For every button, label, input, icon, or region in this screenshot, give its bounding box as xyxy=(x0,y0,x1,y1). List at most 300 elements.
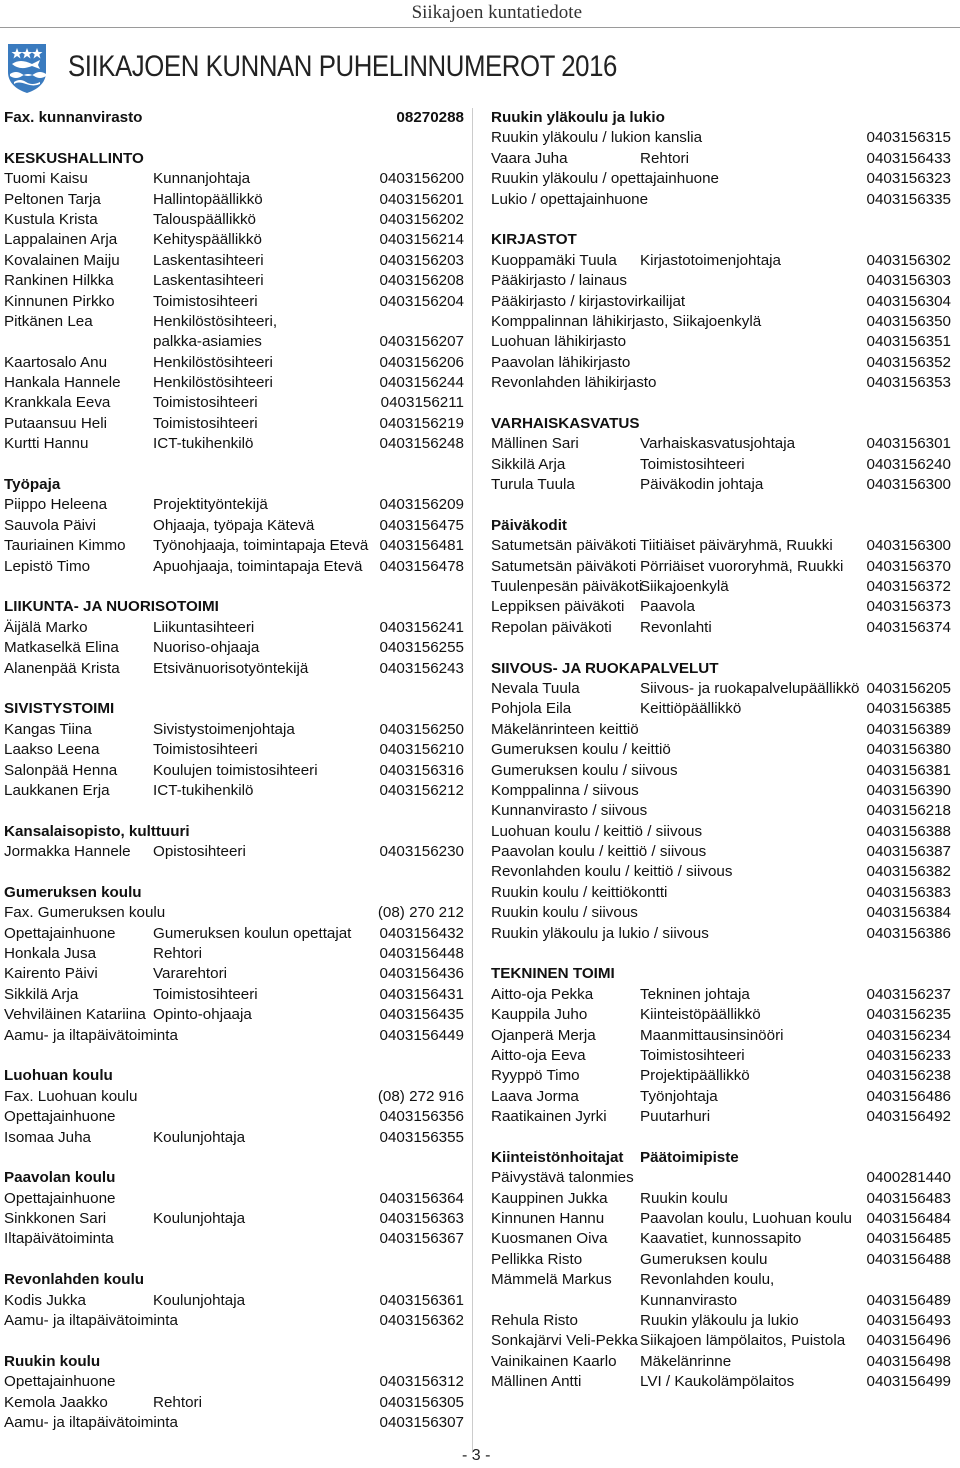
directory-row xyxy=(491,128,951,148)
phone-number: 0403156486 xyxy=(866,1087,951,1105)
phone-number: 0403156211 xyxy=(380,394,464,412)
phone-number: 0403156382 xyxy=(866,863,951,881)
entry-role: Etsivänuorisotyöntekijä xyxy=(153,659,309,677)
directory-row xyxy=(4,638,464,658)
entry-name: Fax. Luohuan koulu xyxy=(4,1087,138,1105)
directory-row xyxy=(4,985,464,1005)
phone-number: 0403156214 xyxy=(379,231,464,249)
entry-name: Rankinen Hilkka xyxy=(4,272,114,290)
entry-name: Komppalinnan lähikirjasto, Siikajoenkylä xyxy=(491,312,762,330)
phone-number: 0403156364 xyxy=(379,1189,464,1207)
entry-role: Puutarhuri xyxy=(640,1108,711,1126)
directory-row xyxy=(491,1372,951,1392)
entry-name: Tuulenpesän päiväkoti xyxy=(491,577,643,595)
phone-number: 0403156390 xyxy=(866,781,951,799)
phone-number: 0403156488 xyxy=(866,1250,951,1268)
directory-row xyxy=(4,1128,464,1148)
directory-row xyxy=(4,1209,464,1229)
entry-role: Henkilöstösihteeri xyxy=(153,353,273,371)
phone-number: 0403156315 xyxy=(866,129,951,147)
entry-role: Toimistosihteeri xyxy=(153,394,258,412)
section-heading xyxy=(491,414,951,434)
entry-name: Lukio / opettajainhuone xyxy=(491,190,649,208)
section-heading xyxy=(491,516,951,536)
section-heading xyxy=(4,699,464,719)
phone-number: 0403156316 xyxy=(379,761,464,779)
directory-row xyxy=(491,251,951,271)
phone-number: 0403156489 xyxy=(866,1291,951,1309)
entry-role: Hallintopäällikkö xyxy=(153,190,263,208)
directory-row xyxy=(491,985,951,1005)
entry-name: Piippo Heleena xyxy=(4,496,108,514)
entry-name: Kauppila Juho xyxy=(491,1006,588,1024)
directory-row xyxy=(491,557,951,577)
phone-number: 0403156248 xyxy=(379,435,464,453)
entry-name: Tauriainen Kimmo xyxy=(4,537,126,555)
entry-name: Luohuan koulu / keittiö / siivous xyxy=(491,822,703,840)
entry-name: Gumeruksen koulu xyxy=(4,883,142,901)
entry-name: Kuosmanen Oiva xyxy=(491,1230,608,1248)
entry-name: Ruukin koulu / keittiökontti xyxy=(491,883,668,901)
section-heading xyxy=(4,822,464,842)
phone-number: 0403156481 xyxy=(379,537,464,555)
entry-role: Maanmittausinsinööri xyxy=(640,1026,784,1044)
entry-role: Siikajoenkylä xyxy=(640,577,729,595)
phone-number: 0403156493 xyxy=(866,1312,951,1330)
entry-name: Laukkanen Erja xyxy=(4,781,110,799)
directory-row xyxy=(4,271,464,291)
entry-name: Luohuan lähikirjasto xyxy=(491,333,627,351)
entry-name: Kunnanvirasto / siivous xyxy=(491,802,648,820)
phone-number: 0403156240 xyxy=(866,455,951,473)
directory-row xyxy=(491,1107,951,1127)
entry-name: Lepistö Timo xyxy=(4,557,91,575)
entry-role: Kehityspäällikkö xyxy=(153,231,262,249)
section-heading xyxy=(4,883,464,903)
entry-name: Sikkilä Arja xyxy=(4,985,79,1003)
entry-name: Opettajainhuone xyxy=(4,1373,116,1391)
phone-number: 0403156499 xyxy=(866,1373,951,1391)
directory-row xyxy=(4,393,464,413)
phone-number: 0403156362 xyxy=(379,1312,464,1330)
directory-row xyxy=(4,1026,464,1046)
phone-number: 0403156243 xyxy=(379,659,464,677)
phone-number: 0403156361 xyxy=(379,1291,464,1309)
column-divider xyxy=(472,108,473,1453)
directory-row xyxy=(4,169,464,189)
directory-row xyxy=(4,1005,464,1025)
phone-number: 0403156449 xyxy=(379,1026,464,1044)
directory-row xyxy=(491,801,951,821)
entry-name: Leppiksen päiväkoti xyxy=(491,598,625,616)
section-heading xyxy=(491,964,951,984)
phone-number: 0403156363 xyxy=(379,1210,464,1228)
spacer xyxy=(4,1046,464,1066)
entry-role: Siivous- ja ruokapalvelupäällikkö xyxy=(640,679,860,697)
phone-number: 0403156448 xyxy=(379,945,464,963)
directory-row xyxy=(491,618,951,638)
directory-row xyxy=(491,597,951,617)
entry-name: Sonkajärvi Veli-Pekka xyxy=(491,1332,638,1350)
phone-number: 0403156212 xyxy=(379,781,464,799)
entry-name: Hankala Hannele xyxy=(4,374,121,392)
directory-row xyxy=(4,761,464,781)
phone-number: 0403156305 xyxy=(379,1393,464,1411)
phone-number: 0403156492 xyxy=(866,1108,951,1126)
entry-role: Ohjaaja, työpaja Kätevä xyxy=(153,516,315,534)
entry-role: Keittiöpäällikkö xyxy=(640,700,742,718)
entry-role: Koulunjohtaja xyxy=(153,1210,246,1228)
phone-number: (08) 270 212 xyxy=(377,904,464,922)
municipal-crest-icon xyxy=(6,42,48,94)
spacer xyxy=(4,801,464,821)
phone-number: 0403156230 xyxy=(379,843,464,861)
entry-name: Gumeruksen koulu / siivous xyxy=(491,761,678,779)
entry-name: Työpaja xyxy=(4,476,61,494)
directory-row xyxy=(491,699,951,719)
entry-role: palkka-asiamies xyxy=(153,333,262,351)
phone-number: 0403156436 xyxy=(379,965,464,983)
phone-number: (08) 272 916 xyxy=(377,1087,464,1105)
entry-role: Henkilöstösihteeri, xyxy=(153,312,278,330)
entry-name: Kemola Jaakko xyxy=(4,1393,108,1411)
entry-name: Mäkelänrinteen keittiö xyxy=(491,720,639,738)
entry-name: Fax. Gumeruksen koulu xyxy=(4,904,166,922)
entry-role: Tiitiäiset päiväryhmä, Ruukki xyxy=(640,537,833,555)
directory-row xyxy=(4,1087,464,1107)
entry-role: Nuoriso-ohjaaja xyxy=(153,639,260,657)
directory-row xyxy=(491,903,951,923)
entry-role: Revonlahden koulu, xyxy=(640,1271,775,1289)
phone-number: 0403156233 xyxy=(866,1046,951,1064)
directory-row xyxy=(4,1189,464,1209)
entry-role: Sivistystoimenjohtaja xyxy=(153,720,295,738)
entry-name: Pääkirjasto / kirjastovirkailijat xyxy=(491,292,686,310)
directory-row xyxy=(4,618,464,638)
phone-number: 0403156483 xyxy=(866,1189,951,1207)
entry-name: Revonlahden koulu xyxy=(4,1271,145,1289)
phone-number: 0403156202 xyxy=(379,210,464,228)
entry-role: Paavola xyxy=(640,598,695,616)
directory-row xyxy=(4,434,464,454)
entry-name: KIRJASTOT xyxy=(491,231,577,249)
phone-number: 0403156241 xyxy=(379,618,464,636)
entry-role: Rehtori xyxy=(640,149,689,167)
entry-name: Päiväkodit xyxy=(491,516,567,534)
directory-row xyxy=(4,414,464,434)
spacer xyxy=(491,944,951,964)
section-heading xyxy=(491,108,951,128)
entry-name: Aamu- ja iltapäivätoiminta xyxy=(4,1312,178,1330)
entry-name: Kovalainen Maiju xyxy=(4,251,120,269)
directory-row xyxy=(4,720,464,740)
phone-number: 0403156498 xyxy=(866,1352,951,1370)
entry-name: SIVISTYSTOIMI xyxy=(4,700,115,718)
section-heading xyxy=(4,108,464,128)
entry-role: Toimistosihteeri xyxy=(640,455,745,473)
phone-number: 0403156433 xyxy=(866,149,951,167)
section-heading xyxy=(491,1148,951,1168)
right-column xyxy=(491,108,951,1393)
phone-number: 08270288 xyxy=(396,109,464,126)
phone-number: 0403156384 xyxy=(866,904,951,922)
phone-number: 0403156323 xyxy=(866,170,951,188)
entry-role: Kunnanjohtaja xyxy=(153,170,251,188)
directory-row xyxy=(491,1311,951,1331)
directory-row xyxy=(4,1311,464,1331)
phone-number: 0403156204 xyxy=(379,292,464,310)
phone-number: 0403156351 xyxy=(866,333,951,351)
phone-number: 0403156372 xyxy=(866,577,951,595)
entry-name: Ojanperä Merja xyxy=(491,1026,596,1044)
entry-role: ICT-tukihenkilö xyxy=(153,781,254,799)
entry-role: Toimistosihteeri xyxy=(640,1046,745,1064)
phone-number: 0403156386 xyxy=(866,924,951,942)
entry-name: Krankkala Eeva xyxy=(4,394,111,412)
entry-name: Ruukin yläkoulu / opettajainhuone xyxy=(491,170,719,188)
entry-name: Ruukin yläkoulu ja lukio xyxy=(491,109,665,126)
section-heading xyxy=(4,1352,464,1372)
directory-row xyxy=(491,1331,951,1351)
entry-name: Satumetsän päiväkoti xyxy=(491,557,637,575)
phone-number: 0403156218 xyxy=(866,802,951,820)
directory-row xyxy=(491,1291,951,1311)
phone-number: 0403156201 xyxy=(379,190,464,208)
entry-role: Työnjohtaja xyxy=(640,1087,718,1105)
phone-number: 0403156475 xyxy=(379,516,464,534)
entry-role: Koulujen toimistosihteeri xyxy=(153,761,318,779)
entry-role: Varhaiskasvatusjohtaja xyxy=(640,435,796,453)
entry-name: Tuomi Kaisu xyxy=(4,170,88,188)
entry-name: Lappalainen Arja xyxy=(4,231,118,249)
spacer xyxy=(491,393,951,413)
phone-number: 0403156370 xyxy=(866,557,951,575)
directory-row xyxy=(491,781,951,801)
phone-number: 0403156367 xyxy=(379,1230,464,1248)
entry-role: Paavolan koulu, Luohuan koulu xyxy=(640,1210,852,1228)
entry-name: Vaara Juha xyxy=(491,149,568,167)
directory-row xyxy=(491,1168,951,1188)
entry-role: ICT-tukihenkilö xyxy=(153,435,254,453)
entry-role: Mäkelänrinne xyxy=(640,1352,732,1370)
entry-name: Raatikainen Jyrki xyxy=(491,1108,607,1126)
entry-role: Opistosihteeri xyxy=(153,843,246,861)
entry-name: Ruukin koulu / siivous xyxy=(491,904,638,922)
phone-number: 0403156219 xyxy=(379,414,464,432)
directory-row xyxy=(4,312,464,332)
entry-role: Gumeruksen koulu xyxy=(640,1250,768,1268)
entry-name: Aitto-oja Eeva xyxy=(491,1046,586,1064)
spacer xyxy=(4,128,464,148)
entry-name: Putaansuu Heli xyxy=(4,414,108,432)
page-number: - 3 - xyxy=(462,1447,491,1464)
header-rule xyxy=(0,27,960,28)
phone-number: 0403156304 xyxy=(866,292,951,310)
section-heading xyxy=(491,230,951,250)
entry-role: Koulunjohtaja xyxy=(153,1128,246,1146)
phone-number: 0403156312 xyxy=(379,1373,464,1391)
directory-row xyxy=(491,761,951,781)
directory-row xyxy=(4,251,464,271)
entry-name: Isomaa Juha xyxy=(4,1128,91,1146)
phone-number: 0403156208 xyxy=(379,272,464,290)
entry-role: Toimistosihteeri xyxy=(153,741,258,759)
directory-row xyxy=(4,740,464,760)
entry-role: Apuohjaaja, toimintapaja Etevä xyxy=(153,557,363,575)
directory-row xyxy=(4,944,464,964)
entry-name: Rehula Risto xyxy=(491,1312,578,1330)
entry-name: Kangas Tiina xyxy=(4,720,92,738)
phone-number: 0403156206 xyxy=(379,353,464,371)
entry-role: Toimistosihteeri xyxy=(153,414,258,432)
directory-row xyxy=(491,1229,951,1249)
directory-row xyxy=(491,149,951,169)
directory-row xyxy=(491,332,951,352)
spacer xyxy=(4,1331,464,1351)
spacer xyxy=(4,679,464,699)
entry-name: Kauppinen Jukka xyxy=(491,1189,608,1207)
phone-number: 0403156302 xyxy=(866,251,951,269)
phone-number: 0403156484 xyxy=(866,1210,951,1228)
directory-row xyxy=(491,312,951,332)
entry-role: Laskentasihteeri xyxy=(153,272,264,290)
entry-role: Kiinteistöpäällikkö xyxy=(640,1006,761,1024)
directory-row xyxy=(4,210,464,230)
entry-name: Kurtti Hannu xyxy=(4,435,89,453)
entry-name: Satumetsän päiväkoti xyxy=(491,537,637,555)
entry-name: Ruukin koulu xyxy=(4,1352,101,1370)
phone-number: 0403156387 xyxy=(866,843,951,861)
entry-name: Alanenpää Krista xyxy=(4,659,120,677)
phone-number: 0403156350 xyxy=(866,312,951,330)
phone-number: 0403156203 xyxy=(379,251,464,269)
entry-role: Kirjastotoimenjohtaja xyxy=(640,251,781,269)
entry-name: Nevala Tuula xyxy=(491,679,580,697)
directory-row xyxy=(491,475,951,495)
directory-row xyxy=(491,883,951,903)
directory-row xyxy=(4,842,464,862)
phone-number: 0403156234 xyxy=(866,1026,951,1044)
running-head: Siikajoen kuntatiedote xyxy=(411,2,582,23)
entry-role: Kaavatiet, kunnossapito xyxy=(640,1230,802,1248)
spacer xyxy=(4,577,464,597)
entry-role: Opinto-ohjaaja xyxy=(153,1006,252,1024)
entry-name: KESKUSHALLINTO xyxy=(4,149,144,167)
directory-row xyxy=(4,781,464,801)
spacer xyxy=(4,455,464,475)
entry-name: Revonlahden koulu / keittiö / siivous xyxy=(491,863,733,881)
directory-row xyxy=(491,577,951,597)
phone-number: 0403156307 xyxy=(379,1414,464,1431)
phone-number: 0403156255 xyxy=(379,639,464,657)
phone-number: 0403156209 xyxy=(379,496,464,514)
entry-name: Salonpää Henna xyxy=(4,761,118,779)
entry-name: Päivystävä talonmies xyxy=(491,1169,634,1187)
phone-number: 0403156435 xyxy=(379,1006,464,1024)
entry-name: Sikkilä Arja xyxy=(491,455,566,473)
entry-role: Liikuntasihteeri xyxy=(153,618,255,636)
directory-row xyxy=(4,1291,464,1311)
section-heading xyxy=(4,1168,464,1188)
phone-number: 0403156235 xyxy=(866,1006,951,1024)
phone-number: 0403156237 xyxy=(866,985,951,1003)
entry-name: Ryyppö Timo xyxy=(491,1067,580,1085)
phone-number: 0403156238 xyxy=(866,1067,951,1085)
entry-name: Mällinen Sari xyxy=(491,435,579,453)
phone-number: 0403156200 xyxy=(379,170,464,188)
entry-role: Koulunjohtaja xyxy=(153,1291,246,1309)
directory-row xyxy=(4,964,464,984)
entry-name: Kustula Krista xyxy=(4,210,98,228)
entry-name: Ruukin yläkoulu / lukion kanslia xyxy=(491,129,703,147)
entry-name: Kodis Jukka xyxy=(4,1291,86,1309)
entry-name: TEKNINEN TOIMI xyxy=(491,965,615,983)
entry-name: Kinnunen Hannu xyxy=(491,1210,605,1228)
phone-number: 0403156356 xyxy=(379,1108,464,1126)
directory-row xyxy=(491,1250,951,1270)
entry-name: SIIVOUS- JA RUOKAPALVELUT xyxy=(491,659,719,677)
entry-role: Toimistosihteeri xyxy=(153,292,258,310)
directory-row xyxy=(491,1005,951,1025)
entry-name: Pitkänen Lea xyxy=(4,312,93,330)
section-heading xyxy=(491,659,951,679)
entry-name: Gumeruksen koulu / keittiö xyxy=(491,741,671,759)
entry-name: Paavolan koulu / keittiö / siivous xyxy=(491,843,707,861)
directory-row xyxy=(491,169,951,189)
phone-number: 0403156244 xyxy=(379,374,464,392)
entry-name: Honkala Jusa xyxy=(4,945,97,963)
entry-role: Projektipäällikkö xyxy=(640,1067,750,1085)
phone-number: 0403156381 xyxy=(866,761,951,779)
phone-number: 0403156431 xyxy=(379,985,464,1003)
entry-name: VARHAISKASVATUS xyxy=(491,414,640,432)
phone-number: 0403156478 xyxy=(379,557,464,575)
entry-name: Opettajainhuone xyxy=(4,1108,116,1126)
phone-number: 0403156485 xyxy=(866,1230,951,1248)
directory-row xyxy=(4,903,464,923)
section-heading xyxy=(4,1066,464,1086)
directory-row xyxy=(491,822,951,842)
entry-name: Repolan päiväkoti xyxy=(491,618,612,636)
spacer xyxy=(4,1148,464,1168)
entry-name: Peltonen Tarja xyxy=(4,190,101,208)
entry-role: Päätoimipiste xyxy=(640,1148,739,1166)
entry-role: Työnohjaaja, toimintapaja Etevä xyxy=(153,537,369,555)
phone-number: 0403156207 xyxy=(379,333,464,351)
directory-row xyxy=(491,455,951,475)
entry-name: Opettajainhuone xyxy=(4,1189,116,1207)
phone-number: 0403156383 xyxy=(866,883,951,901)
directory-row xyxy=(491,720,951,740)
directory-row xyxy=(491,924,951,944)
phone-number: 0403156353 xyxy=(866,374,951,392)
entry-role: Talouspäällikkö xyxy=(153,210,256,228)
spacer xyxy=(4,1250,464,1270)
entry-role: Revonlahti xyxy=(640,618,712,636)
directory-row xyxy=(491,373,951,393)
entry-name: Vainikainen Kaarlo xyxy=(491,1352,617,1370)
entry-name: LIIKUNTA- JA NUORISOTOIMI xyxy=(4,598,219,616)
directory-row xyxy=(4,516,464,536)
directory-row xyxy=(4,536,464,556)
spacer xyxy=(4,862,464,882)
entry-role: Gumeruksen koulun opettajat xyxy=(153,924,352,942)
entry-role: Ruukin koulu xyxy=(640,1189,728,1207)
directory-row xyxy=(491,292,951,312)
directory-row xyxy=(491,842,951,862)
entry-name: Kansalaisopisto, kulttuuri xyxy=(4,822,190,840)
phone-number: 0403156250 xyxy=(379,720,464,738)
